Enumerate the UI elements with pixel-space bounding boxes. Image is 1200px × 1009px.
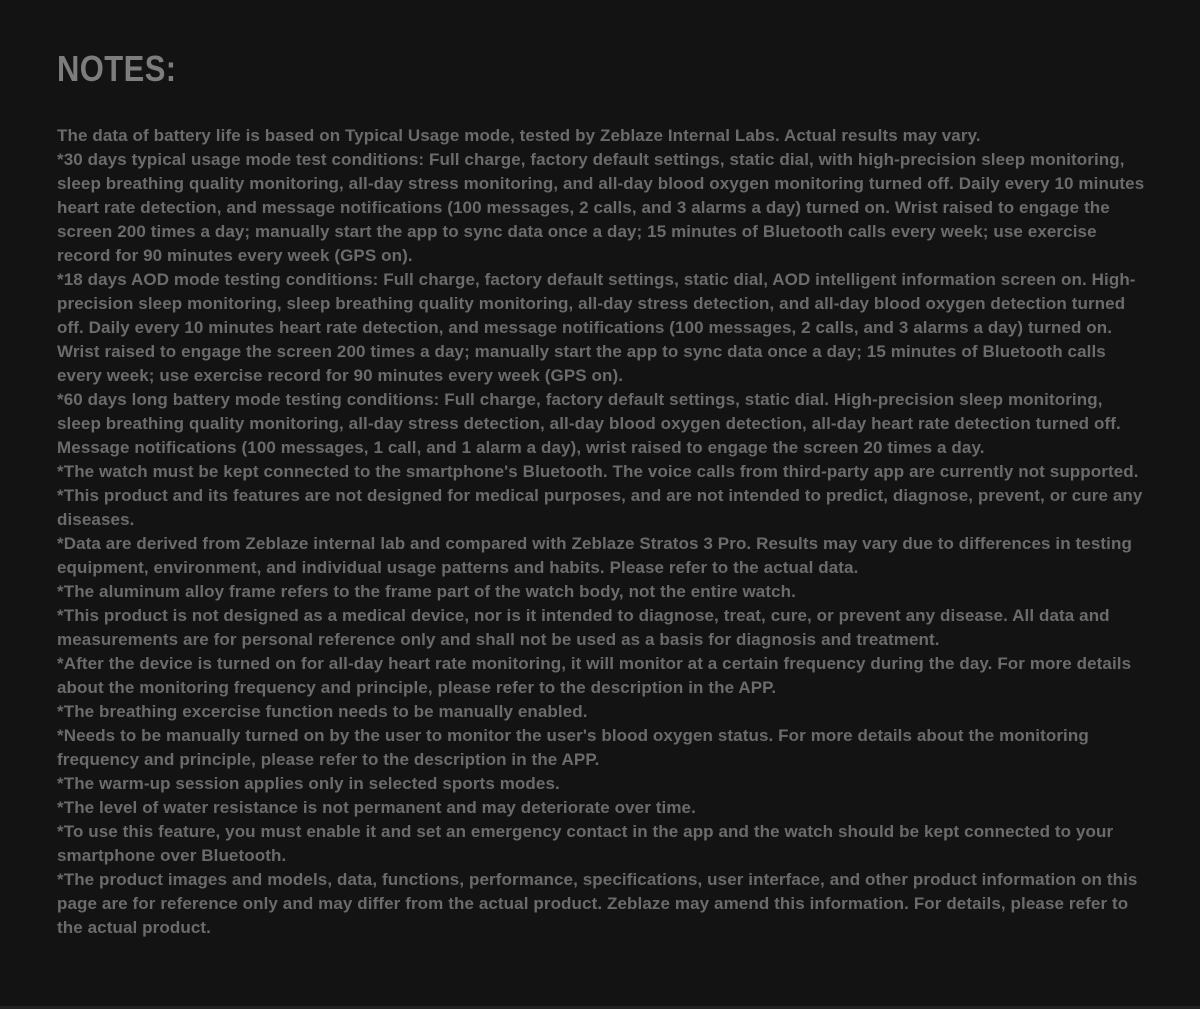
note-breathing-exercise: *The breathing excercise function needs to be manually enabled. <box>57 702 588 721</box>
note-not-medical-purposes: *This product and its features are not designed for medical purposes, and are not intended to predict, diagnose, prevent, or cure any diseases. <box>57 486 1143 529</box>
note-60-days-long-battery: *60 days long battery mode testing conditions: Full charge, factory default settings, static dial. High-precision sleep monitoring, sleep breathing quality monitoring, all-day stress detection, all-day blood oxygen detection, all-day heart rate detection turned off. Message notifications (100 messages, 1 call, and 1 alarm a day), wrist raised to engage the screen 20 times a day. <box>57 390 1121 457</box>
note-aluminum-frame: *The aluminum alloy frame refers to the frame part of the watch body, not the entire watch. <box>57 582 796 601</box>
note-30-days-typical: *30 days typical usage mode test conditions: Full charge, factory default settings, static dial, with high-precision sleep monitoring, sleep breathing quality monitoring, all-day stress monitoring, and all-day blood oxygen monitoring turned off. Daily every 10 minutes heart rate detection, and message notifications (100 messages, 2 calls, and 3 alarms a day) turned on. Wrist raised to engage the screen 200 times a day; manually start the app to sync data once a day; 15 minutes of Bluetooth calls every week; use exercise record for 90 minutes every week (GPS on). <box>57 150 1145 265</box>
note-water-resistance: *The level of water resistance is not permanent and may deteriorate over time. <box>57 798 696 817</box>
note-bluetooth-connection: *The watch must be kept connected to the smartphone's Bluetooth. The voice calls from third-party app are currently not supported. <box>57 462 1139 481</box>
note-product-images-disclaimer: *The product images and models, data, functions, performance, specifications, user interface, and other product information on this page are for reference only and may differ from the actual product. Zeblaze may amend this information. For details, please refer to the actual product. <box>57 870 1138 937</box>
note-18-days-aod: *18 days AOD mode testing conditions: Full charge, factory default settings, static dial, AOD intelligent information screen on. High-precision sleep monitoring, sleep breathing quality monitoring, all-day stress detection, and all-day blood oxygen detection turned off. Daily every 10 minutes heart rate detection, and message notifications (100 messages, 2 calls, and 3 alarms a day) turned on. Wrist raised to engage the screen 200 times a day; manually start the app to sync data once a day; 15 minutes of Bluetooth calls every week; use exercise record for 90 minutes every week (GPS on). <box>57 270 1136 385</box>
note-battery-intro: The data of battery life is based on Typical Usage mode, tested by Zeblaze Internal Labs. Actual results may vary. <box>57 126 981 145</box>
note-blood-oxygen-manual: *Needs to be manually turned on by the user to monitor the user's blood oxygen status. For more details about the monitoring frequency and principle, please refer to the description in the APP. <box>57 726 1089 769</box>
note-data-derived: *Data are derived from Zeblaze internal lab and compared with Zeblaze Stratos 3 Pro. Results may vary due to differences in testing equipment, environment, and individual usage patterns and habits. Please refer to the actual data. <box>57 534 1132 577</box>
note-heart-rate-monitoring: *After the device is turned on for all-day heart rate monitoring, it will monitor at a certain frequency during the day. For more details about the monitoring frequency and principle, please refer to the description in the APP. <box>57 654 1132 697</box>
note-warm-up-session: *The warm-up session applies only in selected sports modes. <box>57 774 560 793</box>
notes-body <box>57 124 1145 940</box>
page-title: NOTES: <box>57 48 177 89</box>
note-not-medical-device: *This product is not designed as a medical device, nor is it intended to diagnose, treat, cure, or prevent any disease. All data and measurements are for personal reference only and shall not be used as a basis for diagnosis and treatment. <box>57 606 1110 649</box>
note-emergency-contact: *To use this feature, you must enable it and set an emergency contact in the app and the watch should be kept connected to your smartphone over Bluetooth. <box>57 822 1114 865</box>
